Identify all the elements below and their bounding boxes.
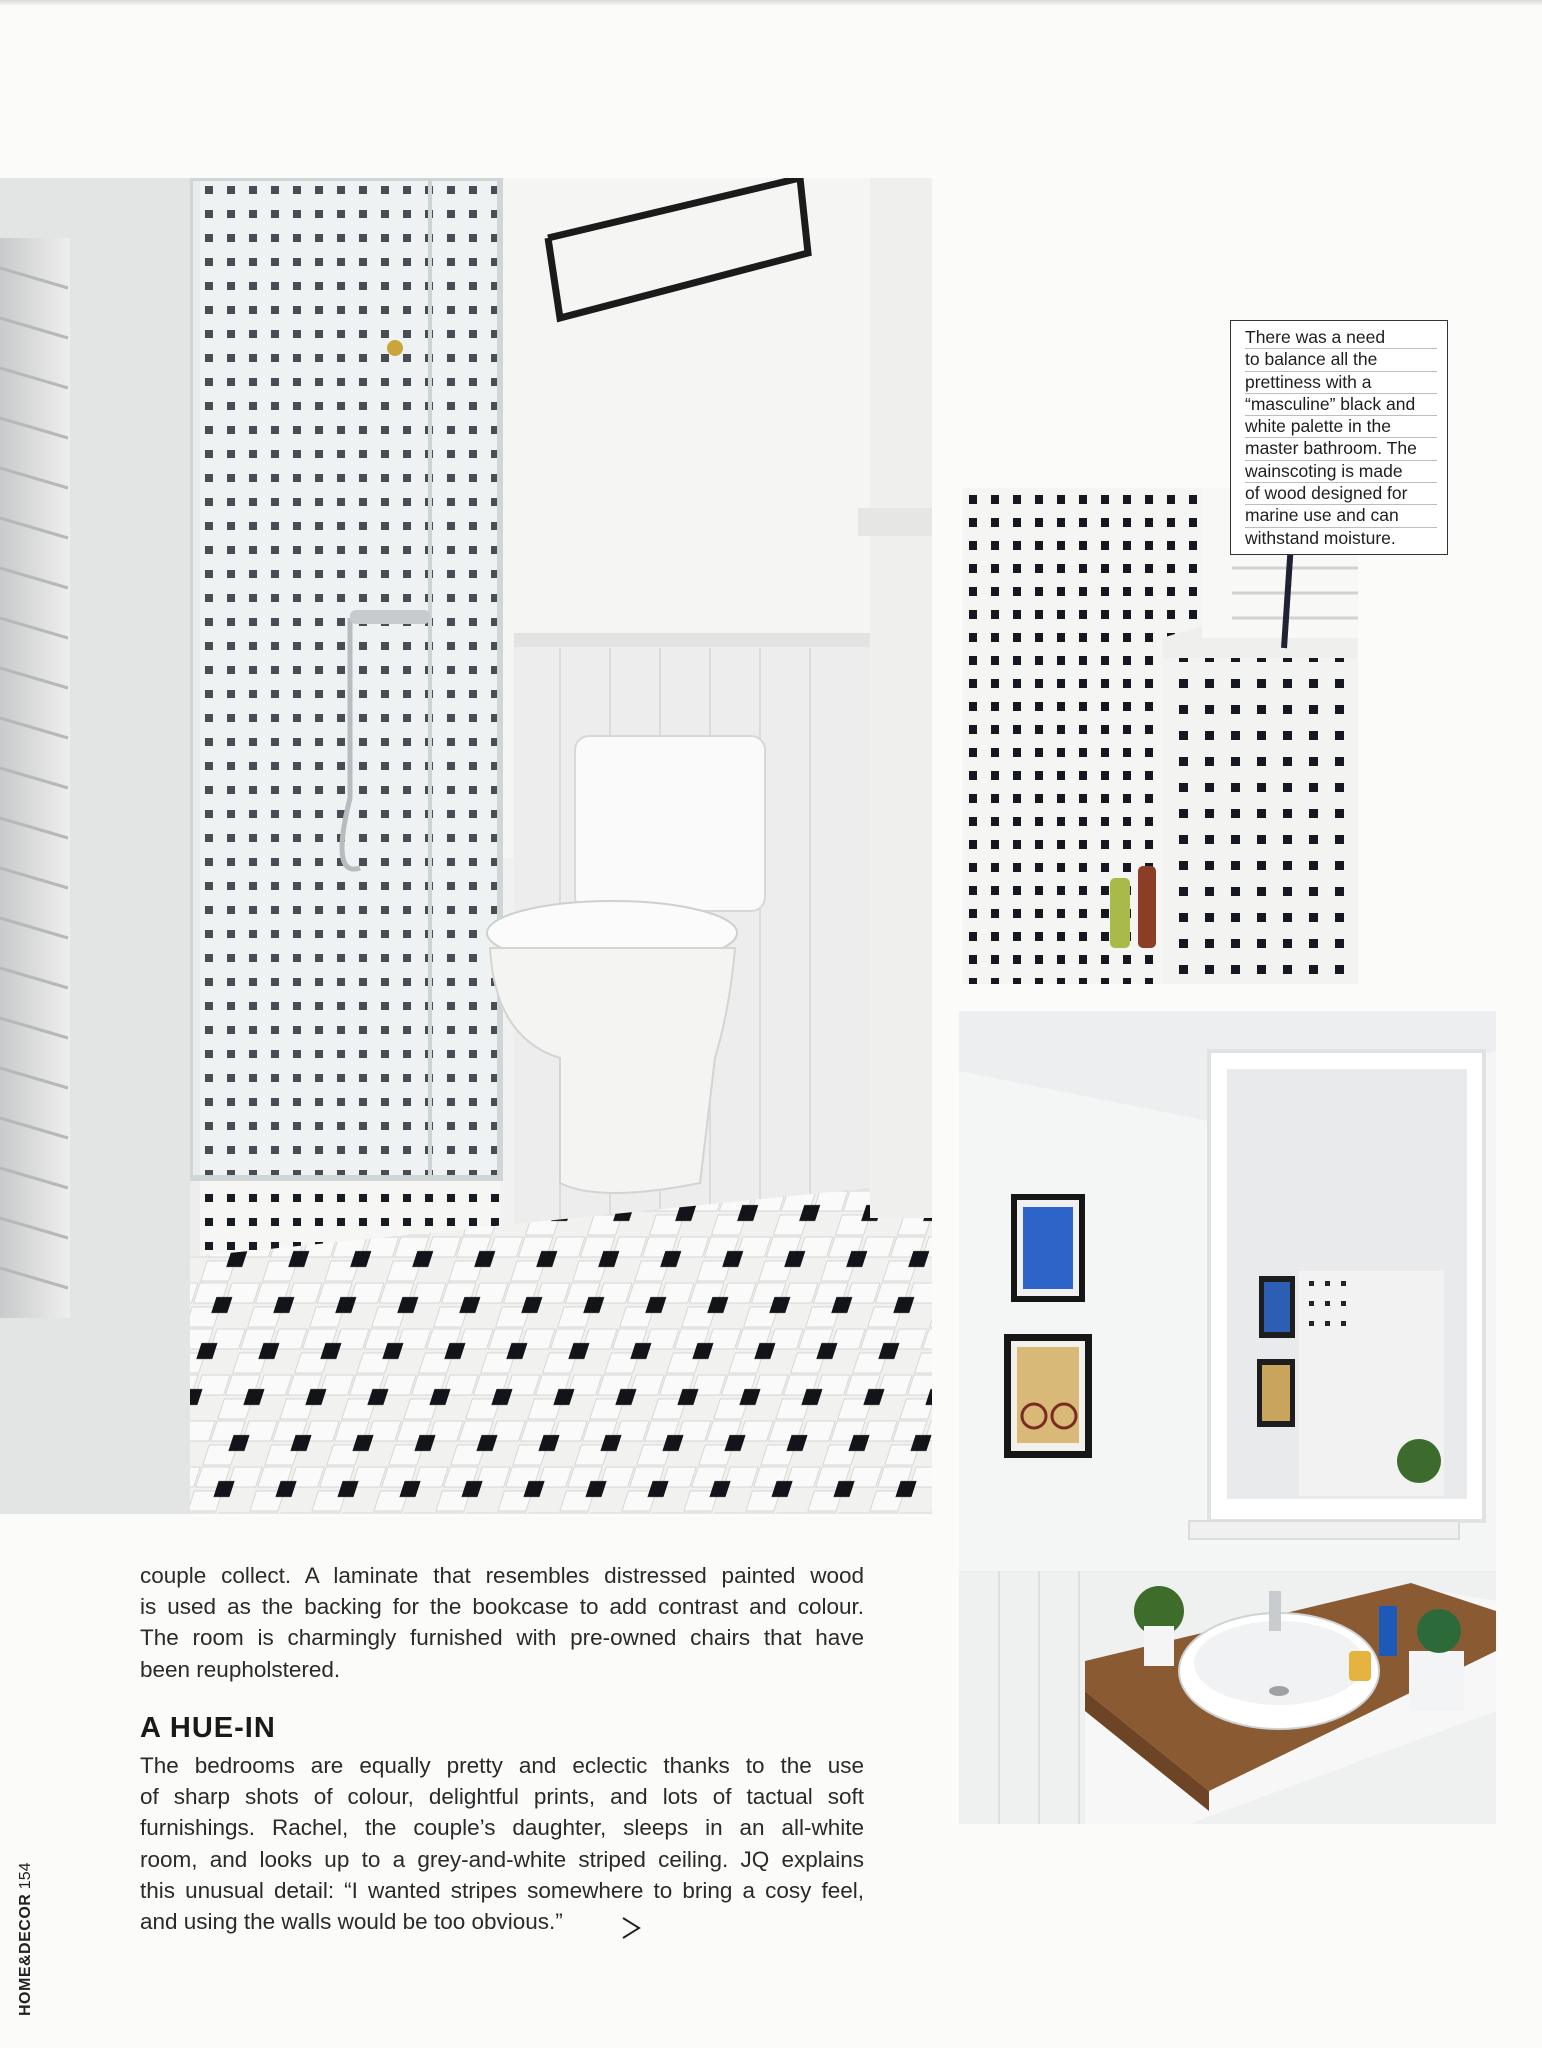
shower-corner-photo [962, 488, 1358, 984]
page-top-edge [0, 0, 1542, 6]
caption-line: “masculine” black and [1245, 394, 1437, 416]
section-heading: A HUE-IN [140, 1712, 276, 1744]
vanity-photo [959, 1011, 1496, 1824]
caption-line: master bathroom. The [1245, 438, 1437, 460]
caption-line: withstand moisture. [1245, 527, 1396, 548]
main-bathroom-illustration [0, 178, 932, 1514]
caption-line: white palette in the [1245, 416, 1437, 438]
caption-line: marine use and can [1245, 505, 1437, 527]
magazine-brand: HOME&DECOR [17, 1893, 34, 2016]
shower-corner-illustration [962, 488, 1358, 984]
paragraph-line: couple collect. A laminate that resembles distressed painted wood [140, 1563, 864, 1588]
page-number: 154 [17, 1862, 34, 1890]
page-folio [17, 1863, 35, 2017]
caption-line: wainscoting is made [1245, 461, 1437, 483]
caption-line: of wood designed for [1245, 483, 1437, 505]
paragraph-line: room, and looks up to a grey-and-white striped ceiling. JQ explains [140, 1846, 864, 1872]
photo-caption [1230, 320, 1448, 555]
paragraph-line: The room is charmingly furnished with pre-owned chairs that have [140, 1625, 864, 1651]
article-paragraph [140, 1750, 864, 1937]
main-bathroom-photo [0, 178, 932, 1514]
paragraph-line: is used as the backing for the bookcase to add contrast and colour. [140, 1594, 864, 1620]
caption-line: prettiness with a [1245, 372, 1437, 394]
caption-line: There was a need [1245, 327, 1437, 349]
chevron-right-icon [620, 1914, 642, 1942]
paragraph-line: and using the walls would be too obvious.” [140, 1909, 563, 1935]
paragraph-line: The bedrooms are equally pretty and eclectic thanks to the use [140, 1753, 864, 1778]
paragraph-line: been reupholstered. [140, 1656, 341, 1682]
vanity-illustration [959, 1011, 1496, 1824]
paragraph-line: this unusual detail: “I wanted stripes somewhere to bring a cosy feel, [140, 1877, 864, 1903]
article-paragraph [140, 1560, 864, 1685]
paragraph-line: of sharp shots of colour, delightful prints, and lots of tactual soft [140, 1784, 864, 1810]
caption-line: to balance all the [1245, 349, 1437, 371]
paragraph-line: furnishings. Rachel, the couple’s daughter, sleeps in an all-white [140, 1815, 864, 1841]
